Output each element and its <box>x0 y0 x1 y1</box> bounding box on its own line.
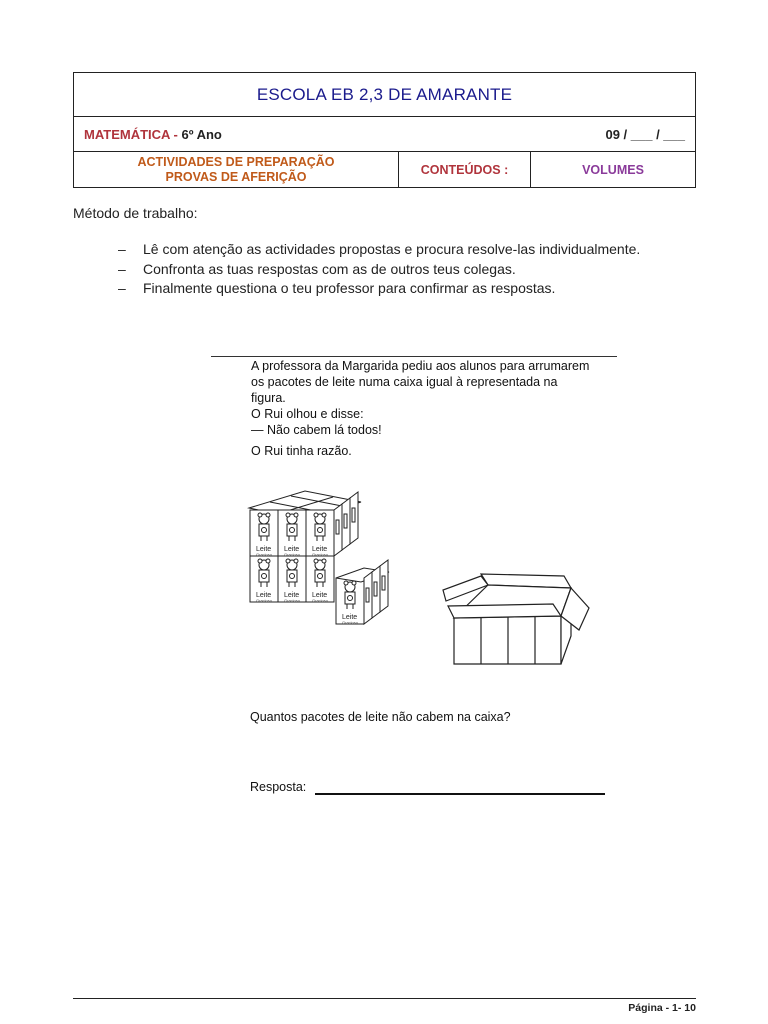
subject-row <box>74 117 695 152</box>
info-row <box>74 152 695 187</box>
carton-sublabel: Gracioso <box>284 598 301 603</box>
activity-line-1: ACTIVIDADES DE PREPARAÇÃO <box>137 154 335 169</box>
carton-label: Leite <box>312 546 328 553</box>
statement-line: figura. <box>251 391 286 405</box>
statement-line: os pacotes de leite numa caixa igual à representada na <box>251 375 558 389</box>
school-row <box>74 73 695 117</box>
subject-name: MATEMÁTICA <box>84 126 170 142</box>
carton-sublabel: Gracioso <box>312 552 329 557</box>
carton-sublabel: Gracioso <box>284 552 301 557</box>
subject-label <box>84 127 222 142</box>
contents-label-cell <box>399 152 531 187</box>
carton-sublabel: Gracioso <box>256 598 273 603</box>
method-item-text: Finalmente questiona o teu professor para confirmar as respostas. <box>143 280 556 296</box>
subject-separator: - <box>169 126 182 142</box>
answer-label: Resposta: <box>250 780 307 794</box>
exercise-question: Quantos pacotes de leite não cabem na caixa? <box>250 710 511 724</box>
statement-line: O Rui olhou e disse: <box>251 407 364 421</box>
bullet-dash: – <box>118 241 126 257</box>
carton-label: Leite <box>284 592 300 599</box>
school-name: ESCOLA EB 2,3 DE AMARANTE <box>256 84 513 104</box>
statement-line: — Não cabem lá todos! <box>251 423 382 437</box>
exercise-image <box>143 338 623 805</box>
contents-label: CONTEÚDOS : <box>420 162 509 177</box>
carton-label: Leite <box>342 614 358 621</box>
page-number: Página - 1- 10 <box>628 1002 696 1014</box>
open-box <box>443 574 589 664</box>
carton-sublabel: Gracioso <box>342 620 359 625</box>
carton-sublabel: Gracioso <box>312 598 329 603</box>
milk-cartons-and-box-figure <box>143 338 623 805</box>
method-item-text: Confronta as tuas respostas com as de outros teus colegas. <box>143 260 516 277</box>
answer-line <box>315 793 605 795</box>
carton-stack <box>249 491 389 624</box>
carton-sublabel: Gracioso <box>256 552 273 557</box>
method-title: Método de trabalho: <box>73 205 198 221</box>
carton-label: Leite <box>312 592 328 599</box>
carton-label: Leite <box>256 546 272 553</box>
statement-line: O Rui tinha razão. <box>251 444 352 458</box>
statement-line: A professora da Margarida pediu aos alunos para arrumarem <box>251 359 590 373</box>
contents-value-cell <box>531 152 695 187</box>
activity-line-2: PROVAS DE AFERIÇÃO <box>165 169 307 184</box>
bullet-dash: – <box>118 260 126 277</box>
footer-rule <box>73 998 696 999</box>
header-table <box>73 72 696 188</box>
activity-cell <box>74 152 399 187</box>
carton-label: Leite <box>284 546 300 553</box>
contents-value: VOLUMES <box>582 162 644 177</box>
bullet-dash: – <box>118 280 126 296</box>
method-item-text: Lê com atenção as actividades propostas e procura resolve-las individualmente. <box>143 241 641 257</box>
carton-label: Leite <box>256 592 272 599</box>
date-field: 09 / ___ / ___ <box>605 126 685 142</box>
grade-label: 6º Ano <box>181 126 222 142</box>
